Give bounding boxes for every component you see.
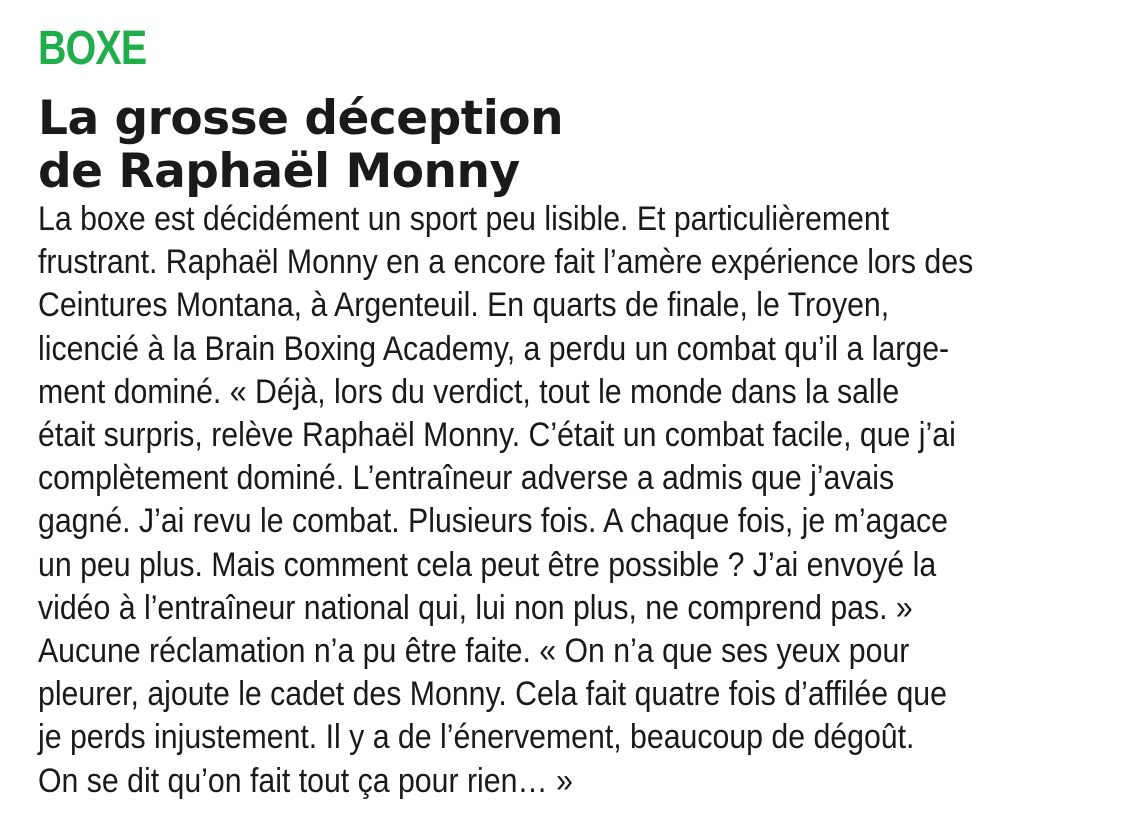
body-line: complètement dominé. L’entraîneur adverse a admis que j’avais bbox=[38, 459, 895, 498]
body-line: un peu plus. Mais comment cela peut être possible ? J’ai envoyé la bbox=[38, 545, 937, 584]
body-line: vidéo à l’entraîneur national qui, lui non plus, ne comprend pas. » bbox=[38, 588, 913, 627]
body-line: je perds injustement. Il y a de l’énervement, beaucoup de dégoût. bbox=[38, 718, 915, 757]
article-body bbox=[38, 198, 1097, 803]
body-line: était surpris, relève Raphaël Monny. C’était un combat facile, que j’ai bbox=[38, 416, 956, 455]
body-line: On se dit qu’on fait tout ça pour rien… » bbox=[38, 761, 573, 800]
body-line: licencié à la Brain Boxing Academy, a perdu un combat qu’il a large- bbox=[38, 329, 950, 368]
body-line: La boxe est décidément un sport peu lisible. Et particulièrement bbox=[38, 200, 890, 238]
body-line: frustrant. Raphaël Monny en a encore fait l’amère expérience lors des bbox=[38, 243, 974, 282]
headline-line-1: La grosse déception bbox=[38, 91, 564, 146]
section-label: BOXE bbox=[38, 22, 147, 75]
headline bbox=[38, 92, 1128, 198]
body-line: pleurer, ajoute le cadet des Monny. Cela fait quatre fois d’affilée que bbox=[38, 675, 947, 714]
body-line: Aucune réclamation n’a pu être faite. « On n’a que ses yeux pour bbox=[38, 632, 910, 671]
article bbox=[38, 22, 1128, 800]
body-line: ment dominé. « Déjà, lors du verdict, tout le monde dans la salle bbox=[38, 372, 900, 411]
body-line: Ceintures Montana, à Argenteuil. En quarts de finale, le Troyen, bbox=[38, 286, 890, 325]
body-line: gagné. J’ai revu le combat. Plusieurs fois. A chaque fois, je m’agace bbox=[38, 502, 948, 541]
headline-line-2: de Raphaël Monny bbox=[38, 144, 520, 199]
